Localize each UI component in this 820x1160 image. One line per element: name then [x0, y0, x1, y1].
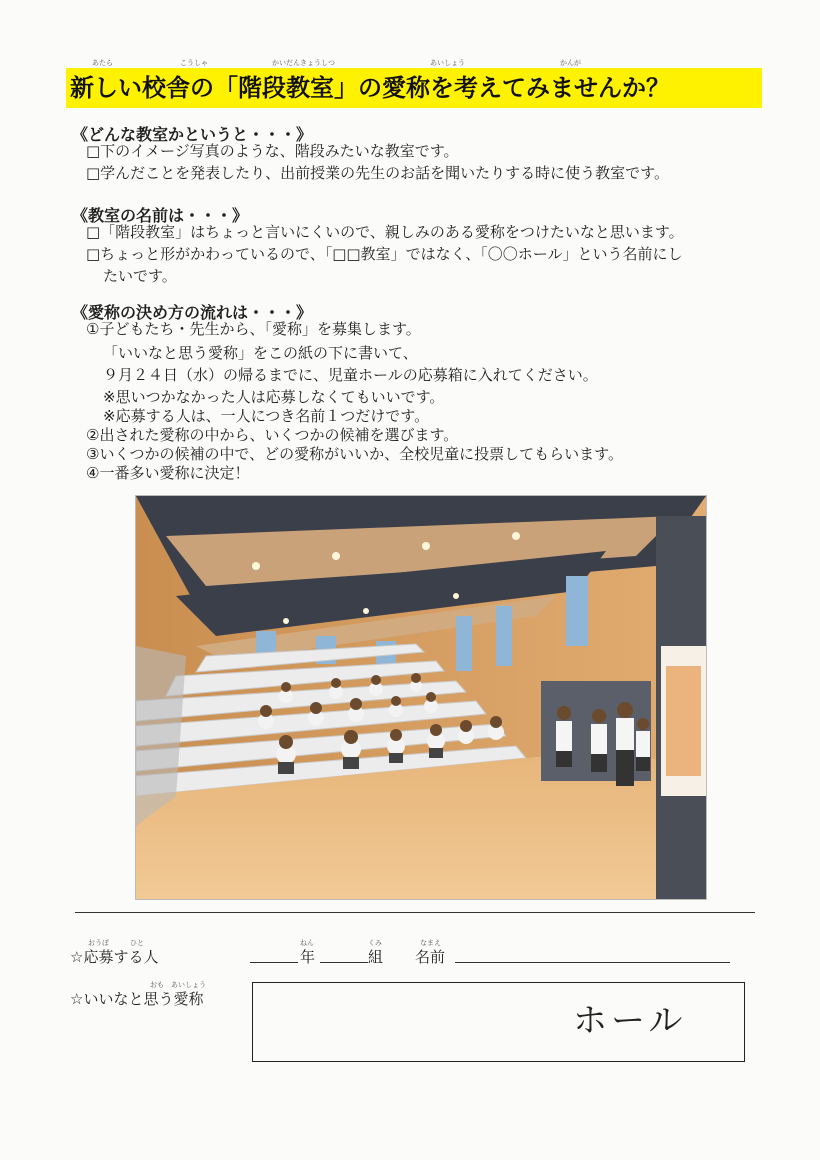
flow-step-1-detail-2: ９月２４日（水）の帰るまでに、児童ホールの応募箱に入れてください。: [103, 366, 598, 384]
section-heading-name: 《教室の名前は・・・》: [72, 206, 249, 225]
applicant-ruby: おうぼ ひと: [88, 939, 144, 947]
section-2-line-2: □ちょっと形がかわっているので、「□□教室」ではなく、「〇〇ホール」という名前にし: [86, 245, 683, 263]
title-ruby: かんが: [560, 59, 581, 67]
nickname-ruby: おも あいしょう: [150, 981, 206, 989]
title-ruby: あいしょう: [430, 59, 465, 67]
classroom-image: [135, 495, 707, 900]
answer-suffix: ホール: [573, 1001, 687, 1041]
year-field[interactable]: [250, 962, 298, 963]
class-ruby: くみ: [368, 939, 382, 947]
flow-step-2: ②出された愛称の中から、いくつかの候補を選びます。: [86, 426, 459, 444]
flow-step-1: ①子どもたち・先生から、「愛称」を募集します。: [86, 320, 421, 338]
cut-line: [75, 912, 755, 913]
name-label: 名前: [415, 948, 446, 966]
section-2-line-3: たいです。: [103, 267, 177, 285]
name-field[interactable]: [455, 962, 730, 963]
class-label: 組: [368, 948, 384, 966]
flow-step-1-note-2: ※応募する人は、一人につき名前１つだけです。: [103, 407, 430, 425]
flow-step-4: ④一番多い愛称に決定！: [86, 464, 250, 482]
year-label: 年: [300, 948, 316, 966]
flow-step-1-detail-1: 「いいなと思う愛称」をこの紙の下に書いて、: [103, 344, 418, 362]
section-heading-flow: 《愛称の決め方の流れは・・・》: [72, 303, 313, 322]
section-heading-classroom: 《どんな教室かというと・・・》: [72, 125, 313, 144]
title-ruby: こうしゃ: [180, 59, 208, 67]
class-field[interactable]: [320, 962, 368, 963]
flow-step-3: ③いくつかの候補の中で、どの愛称がいいか、全校児童に投票してもらいます。: [86, 445, 623, 463]
flow-step-1-note-1: ※思いつかなかった人は応募しなくてもいいです。: [103, 388, 445, 406]
year-ruby: ねん: [300, 939, 314, 947]
name-ruby: なまえ: [420, 939, 441, 947]
title-ruby: かいだんきょうしつ: [272, 59, 335, 67]
title-ruby: あたら: [92, 59, 113, 67]
section-1-line-2: □学んだことを発表したり、出前授業の先生のお話を聞いたりする時に使う教室です。: [86, 164, 669, 182]
stepped-classroom-illustration: [136, 496, 706, 899]
nickname-answer-box[interactable]: [252, 982, 745, 1062]
section-1-line-1: □下のイメージ写真のような、階段みたいな教室です。: [86, 142, 459, 160]
page-title: 新しい校舎の「階段教室」の愛称を考えてみませんか？: [70, 74, 670, 102]
nickname-label: ☆いいなと思う愛称: [70, 990, 204, 1008]
applicant-label: ☆応募する人: [70, 948, 159, 966]
section-2-line-1: □「階段教室」はちょっと言いにくいので、親しみのある愛称をつけたいなと思います。: [86, 223, 684, 241]
